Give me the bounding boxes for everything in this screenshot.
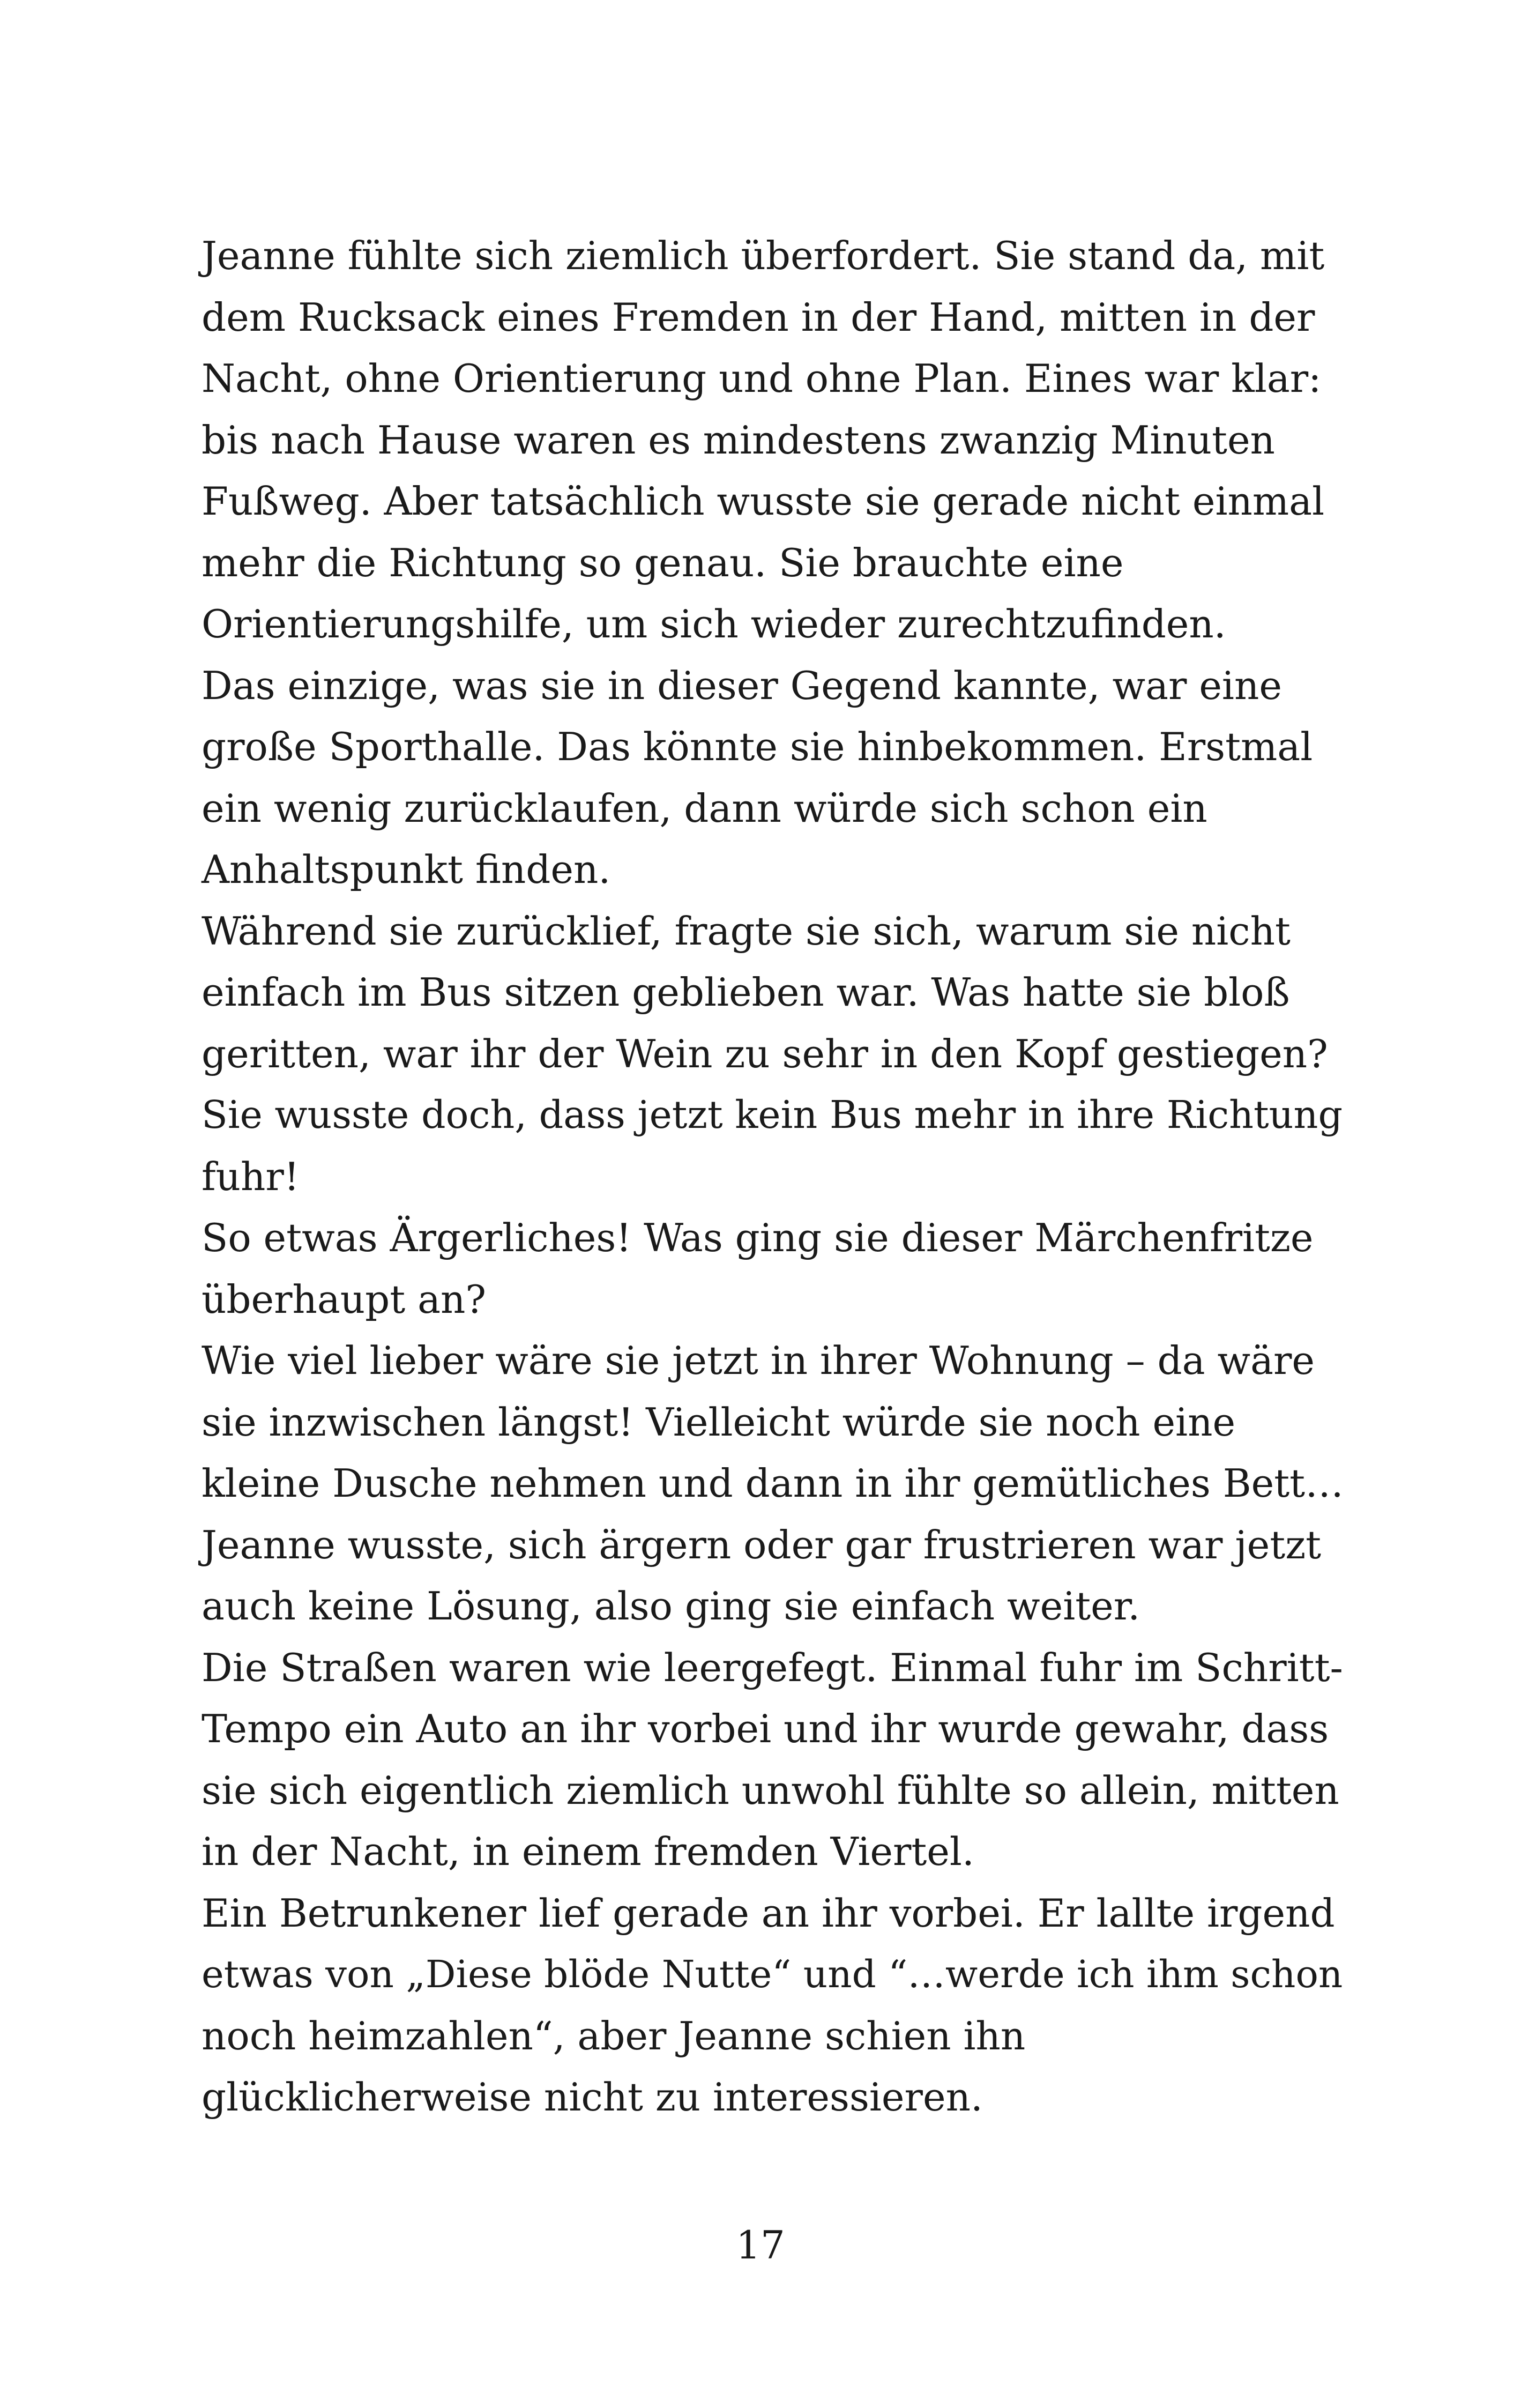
- text-line: bis nach Hause waren es mindestens zwanzig Minuten: [202, 417, 1275, 463]
- text-line: ein wenig zurücklaufen, dann würde sich schon ein: [202, 785, 1207, 831]
- text-line: Während sie zurücklief, fragte sie sich, warum sie nicht: [202, 908, 1291, 954]
- text-line: Die Straßen waren wie leergefegt. Einmal fuhr im Schritt-: [202, 1645, 1343, 1690]
- text-line: Anhaltspunkt finden.: [202, 847, 611, 892]
- text-line: dem Rucksack eines Fremden in der Hand, mitten in der: [202, 294, 1315, 340]
- text-line: Nacht, ohne Orientierung und ohne Plan. Eines war klar:: [202, 356, 1322, 401]
- text-line: große Sporthalle. Das könnte sie hinbekommen. Erstmal: [202, 724, 1313, 769]
- text-line: Wie viel lieber wäre sie jetzt in ihrer Wohnung – da wäre: [202, 1338, 1315, 1383]
- text-line: Jeanne wusste, sich ärgern oder gar frustrieren war jetzt: [202, 1522, 1322, 1567]
- page-number: 17: [736, 2223, 785, 2268]
- text-line: sie sich eigentlich ziemlich unwohl fühlte so allein, mitten: [202, 1767, 1339, 1813]
- text-line: auch keine Lösung, also ging sie einfach weiter.: [202, 1584, 1140, 1629]
- body-text: [202, 225, 1348, 2128]
- text-line: einfach im Bus sitzen geblieben war. Was hatte sie bloß: [202, 970, 1290, 1015]
- text-line: Orientierungshilfe, um sich wieder zurechtzufinden.: [202, 601, 1226, 646]
- text-line: geritten, war ihr der Wein zu sehr in den Kopf gestiegen?: [202, 1031, 1328, 1076]
- text-line: überhaupt an?: [202, 1276, 486, 1322]
- text-line: fuhr!: [202, 1154, 300, 1199]
- text-line: glücklicherweise nicht zu interessieren.: [202, 2075, 983, 2120]
- text-line: So etwas Ärgerliches! Was ging sie dieser Märchenfritze: [202, 1215, 1314, 1260]
- text-line: Fußweg. Aber tatsächlich wusste sie gerade nicht einmal: [202, 479, 1325, 524]
- text-line: kleine Dusche nehmen und dann in ihr gemütliches Bett…: [202, 1461, 1344, 1506]
- text-line: Ein Betrunkener lief gerade an ihr vorbei. Er lallte irgend: [202, 1890, 1335, 1936]
- text-line: noch heimzahlen“, aber Jeanne schien ihn: [202, 2013, 1026, 2058]
- text-line: in der Nacht, in einem fremden Viertel.: [202, 1829, 974, 1874]
- text-line: Jeanne fühlte sich ziemlich überfordert. Sie stand da, mit: [202, 233, 1325, 278]
- text-line: Sie wusste doch, dass jetzt kein Bus mehr in ihre Richtung: [202, 1092, 1343, 1137]
- text-line: Das einzige, was sie in dieser Gegend kannte, war eine: [202, 663, 1282, 708]
- text-line: sie inzwischen längst! Vielleicht würde sie noch eine: [202, 1399, 1236, 1445]
- text-line: mehr die Richtung so genau. Sie brauchte eine: [202, 540, 1124, 585]
- text-line: etwas von „Diese blöde Nutte“ und “…werde ich ihm schon: [202, 1952, 1343, 1996]
- text-line: Tempo ein Auto an ihr vorbei und ihr wurde gewahr, dass: [202, 1706, 1329, 1751]
